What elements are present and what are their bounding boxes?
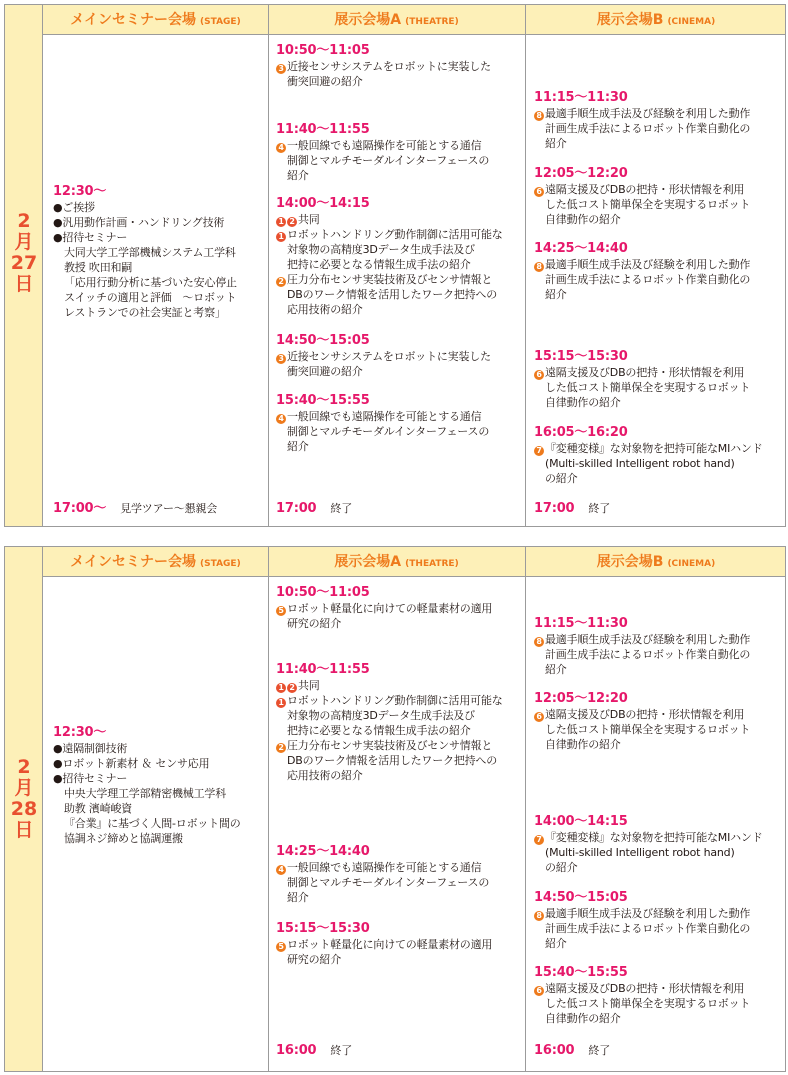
session-time: 11:15〜11:30 [534,616,628,631]
header-row [43,547,785,577]
number-badge-icon: 2 [287,683,297,693]
session-desc: DBのワーク情報を活用したワーク把持への [287,754,498,767]
session-desc: (Multi-skilled Intelligent robot hand) [545,457,735,470]
number-badge-icon: 3 [276,64,286,74]
session-desc: した低コスト簡単保全を実現するロボット [545,198,751,211]
agenda-item: ●ロボット新素材 ＆ センサ応用 [53,757,210,770]
session-block [534,348,750,410]
session-time: 12:05〜12:20 [534,691,628,706]
session-desc: 制御とマルチモーダルインターフェースの [287,876,490,889]
theatre-column [268,577,525,1071]
session-block [276,584,492,631]
agenda-item: ●遠隔制御技術 [53,742,128,755]
number-badge-icon: 3 [276,354,286,364]
day-number: 27 [10,252,38,274]
cinema-end [534,501,610,516]
seminar-title: 「応用行動分析に基づいた安心停止 [64,276,237,289]
session-desc: 4 一般回線でも遠隔操作を可能とする通信 [276,860,489,875]
speaker-affiliation: 大同大学工学部機械システム工学科 [64,246,236,259]
session-desc: 7 『変種変様』な対象物を把持可能なMIハンド [534,830,763,845]
session-time: 10:50〜11:05 [276,43,370,58]
session-time: 14:50〜15:05 [276,333,370,348]
session-block [276,661,503,783]
session-desc: 1 ロボットハンドリング動作制御に活用可能な [276,693,503,708]
day-char: 日 [14,819,34,841]
session-block [276,42,491,89]
session-block [534,240,750,302]
end-label: 見学ツアー〜懇親会 [120,502,218,515]
session-time: 15:40〜15:55 [276,393,370,408]
session-desc: 衝突回避の紹介 [287,365,363,378]
session-desc: 3 近接センサシステムをロボットに実装した [276,349,491,364]
session-desc: 紹介 [545,663,567,676]
session-desc: 紹介 [545,137,567,150]
session-time: 15:15〜15:30 [534,349,628,364]
session-block [276,121,489,183]
session-desc: 自律動作の紹介 [545,396,621,409]
session-desc: 紹介 [545,288,567,301]
session-desc: 6 遠隔支援及びDBの把持・形状情報を利用 [534,365,750,380]
session-desc: DBのワーク情報を活用したワーク把持への [287,288,498,301]
seminar-title: 協調ネジ締めと協調運搬 [64,832,183,845]
month-char: 月 [14,777,34,799]
theatre-column [268,35,525,526]
session-time: 12:05〜12:20 [534,166,628,181]
session-desc: 研究の紹介 [287,953,341,966]
session-desc: 研究の紹介 [287,617,341,630]
cinema-column [525,577,787,1071]
number-badge-icon: 1 [276,232,286,242]
session-desc: 自律動作の紹介 [545,1012,621,1025]
session-desc: 応用技術の紹介 [287,769,363,782]
day-char: 日 [14,273,34,295]
session-desc: 紹介 [287,169,309,182]
speaker-affiliation: 中央大学理工学部精密機械工学科 [64,787,226,800]
number-badge-icon: 8 [534,637,544,647]
session-desc: 4 一般回線でも遠隔操作を可能とする通信 [276,138,489,153]
session-desc: 制御とマルチモーダルインターフェースの [287,154,490,167]
session-block [534,964,750,1026]
session-desc: の紹介 [545,472,578,485]
number-badge-icon: 2 [276,277,286,287]
session-block [534,165,750,227]
session-block [276,195,503,317]
number-badge-icon: 2 [276,743,286,753]
number-badge-icon: 8 [534,911,544,921]
session-desc: 紹介 [545,937,567,950]
session-block [276,843,489,905]
session-block [276,920,492,967]
session-desc: 応用技術の紹介 [287,303,363,316]
session-desc: 7 『変種変様』な対象物を把持可能なMIハンド [534,441,763,456]
joint-label: 1 2 共同 [276,678,503,693]
number-badge-icon: 8 [534,111,544,121]
session-desc: 紹介 [287,891,309,904]
agenda-item: ●招待セミナー [53,772,128,785]
session-desc: 1 ロボットハンドリング動作制御に活用可能な [276,227,503,242]
number-badge-icon: 6 [534,712,544,722]
session-block [534,813,763,875]
session-time: 16:05〜16:20 [534,425,628,440]
session-desc: 5 ロボット軽量化に向けての軽量素材の適用 [276,601,492,616]
session-time: 15:15〜15:30 [276,921,370,936]
end-time: 16:00 [534,1043,575,1058]
session-time: 12:30〜 [53,184,107,199]
theatre-end [276,501,352,516]
session-desc: 計画生成手法によるロボット作業自動化の [545,922,751,935]
session-time: 11:40〜11:55 [276,662,370,677]
session-desc: 8 最適手順生成手法及び経験を利用した動作 [534,106,750,121]
main-session [53,183,237,320]
speaker-name: 助教 濱崎峻資 [64,802,133,815]
end-time: 16:00 [276,1043,317,1058]
session-desc: 2 圧力分布センサ実装技術及びセンサ情報と [276,272,503,287]
session-desc: 把持に必要となる情報生成手法の紹介 [287,724,471,737]
session-desc: 8 最適手順生成手法及び経験を利用した動作 [534,906,750,921]
end-label: 終了 [588,502,610,515]
main-stage-column [43,577,268,1071]
number-badge-icon: 2 [287,217,297,227]
number-badge-icon: 7 [534,835,544,845]
session-desc: 8 最適手順生成手法及び経験を利用した動作 [534,257,750,272]
number-badge-icon: 6 [534,187,544,197]
number-badge-icon: 8 [534,262,544,272]
session-time: 14:25〜14:40 [534,241,628,256]
session-desc: 8 最適手順生成手法及び経験を利用した動作 [534,632,750,647]
session-time: 14:50〜15:05 [534,890,628,905]
session-time: 15:40〜15:55 [534,965,628,980]
session-time: 14:00〜14:15 [534,814,628,829]
session-block [534,615,750,677]
number-badge-icon: 1 [276,217,286,227]
main-end [53,501,217,516]
session-desc: (Multi-skilled Intelligent robot hand) [545,846,735,859]
session-desc: 計画生成手法によるロボット作業自動化の [545,122,751,135]
speaker-name: 教授 吹田和嗣 [64,261,133,274]
number-badge-icon: 1 [276,698,286,708]
end-label: 終了 [330,502,352,515]
session-desc: 計画生成手法によるロボット作業自動化の [545,648,751,661]
session-desc: 自律動作の紹介 [545,738,621,751]
day-number: 28 [10,798,38,820]
month-char: 月 [14,231,34,253]
seminar-title: スイッチの適用と評価 〜ロボット [64,291,237,304]
agenda-item: ●汎用動作計画・ハンドリング技術 [53,216,225,229]
seminar-title: レストランでの社会実証と考察」 [64,306,226,319]
session-block [534,424,763,486]
header-row [43,5,785,35]
session-time: 10:50〜11:05 [276,585,370,600]
schedule-table-day1 [4,4,786,527]
session-desc: 4 一般回線でも遠隔操作を可能とする通信 [276,409,489,424]
session-desc: 把持に必要となる情報生成手法の紹介 [287,258,471,271]
end-label: 終了 [330,1044,352,1057]
session-desc: 5 ロボット軽量化に向けての軽量素材の適用 [276,937,492,952]
agenda-item: ●ご挨拶 [53,201,95,214]
session-block [534,889,750,951]
theatre-end [276,1043,352,1058]
header-theatre: 展示会場A (THEATRE) [334,12,459,28]
number-badge-icon: 5 [276,942,286,952]
session-desc: 対象物の高精度3Dデータ生成手法及び [287,243,475,256]
session-time: 11:40〜11:55 [276,122,370,137]
session-time: 11:15〜11:30 [534,90,628,105]
main-stage-column [43,35,268,526]
end-time: 17:00〜 [53,501,107,516]
date-label [5,757,43,841]
number-badge-icon: 4 [276,414,286,424]
month-number: 2 [17,756,31,778]
session-desc: 6 遠隔支援及びDBの把持・形状情報を利用 [534,981,750,996]
session-desc: した低コスト簡単保全を実現するロボット [545,723,751,736]
session-block [276,392,489,454]
header-theatre: 展示会場A (THEATRE) [334,554,459,570]
session-time: 12:30〜 [53,725,107,740]
session-desc: 6 遠隔支援及びDBの把持・形状情報を利用 [534,707,750,722]
session-desc: 3 近接センサシステムをロボットに実装した [276,59,491,74]
session-desc: 計画生成手法によるロボット作業自動化の [545,273,751,286]
session-desc: した低コスト簡単保全を実現するロボット [545,997,751,1010]
header-main-stage: メインセミナー会場 (STAGE) [70,12,241,28]
number-badge-icon: 4 [276,865,286,875]
number-badge-icon: 4 [276,143,286,153]
session-desc: 6 遠隔支援及びDBの把持・形状情報を利用 [534,182,750,197]
header-main-stage: メインセミナー会場 (STAGE) [70,554,241,570]
month-number: 2 [17,210,31,232]
session-desc: 紹介 [287,440,309,453]
number-badge-icon: 1 [276,683,286,693]
number-badge-icon: 6 [534,986,544,996]
number-badge-icon: 7 [534,446,544,456]
main-session [53,724,241,846]
number-badge-icon: 6 [534,370,544,380]
end-label: 終了 [588,1044,610,1057]
schedule-table-day2 [4,546,786,1072]
session-block [534,89,750,151]
number-badge-icon: 5 [276,606,286,616]
session-time: 14:25〜14:40 [276,844,370,859]
session-desc: した低コスト簡単保全を実現するロボット [545,381,751,394]
session-desc: 衝突回避の紹介 [287,75,363,88]
date-cell [5,547,43,1071]
header-cinema: 展示会場B (CINEMA) [596,12,716,28]
date-cell [5,5,43,526]
session-desc: 制御とマルチモーダルインターフェースの [287,425,490,438]
seminar-title: 『合業』に基づく人間-ロボット間の [64,817,241,830]
session-desc: の紹介 [545,861,578,874]
session-time: 14:00〜14:15 [276,196,370,211]
session-desc: 自律動作の紹介 [545,213,621,226]
header-cinema: 展示会場B (CINEMA) [596,554,716,570]
joint-label: 1 2 共同 [276,212,503,227]
session-block [534,690,750,752]
session-desc: 対象物の高精度3Dデータ生成手法及び [287,709,475,722]
cinema-end [534,1043,610,1058]
session-desc: 2 圧力分布センサ実装技術及びセンサ情報と [276,738,503,753]
cinema-column [525,35,787,526]
date-label [5,211,43,295]
agenda-item: ●招待セミナー [53,231,128,244]
session-block [276,332,491,379]
end-time: 17:00 [534,501,575,516]
end-time: 17:00 [276,501,317,516]
